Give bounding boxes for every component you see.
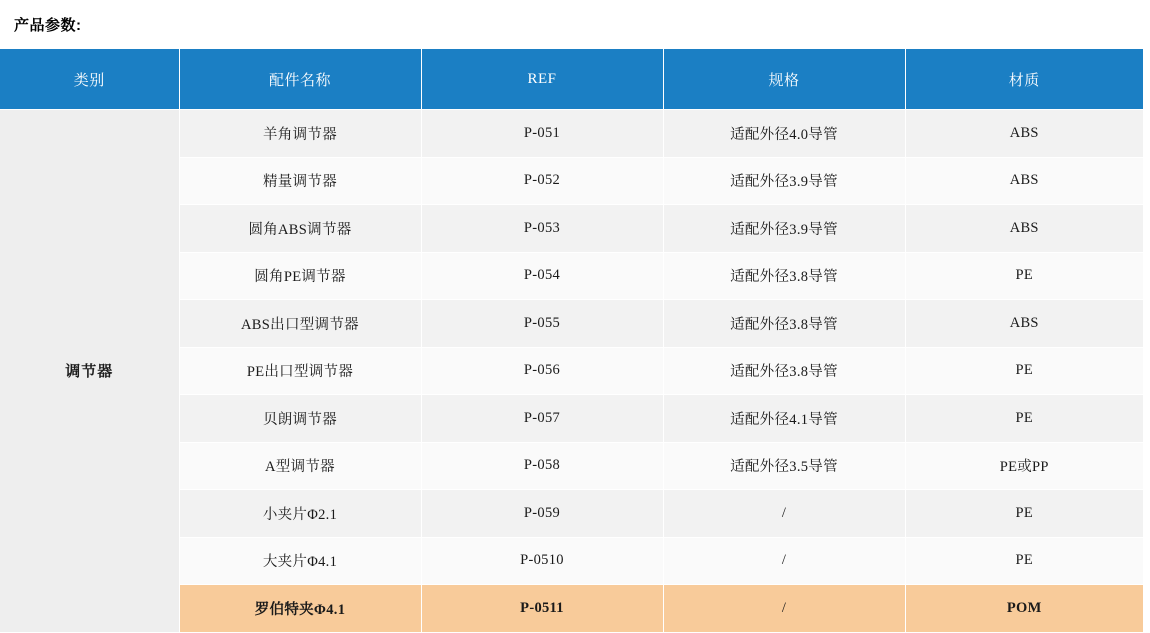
column-header-spec: 规格 bbox=[663, 49, 905, 110]
cell-spec: 适配外径3.8导管 bbox=[663, 300, 905, 348]
cell-material: PE bbox=[905, 347, 1143, 395]
category-cell: 调节器 bbox=[0, 110, 179, 633]
cell-spec: 适配外径3.8导管 bbox=[663, 347, 905, 395]
cell-part-name: 贝朗调节器 bbox=[179, 395, 421, 443]
cell-material: ABS bbox=[905, 300, 1143, 348]
table-body bbox=[0, 110, 1143, 633]
cell-part-name: PE出口型调节器 bbox=[179, 347, 421, 395]
cell-material: PE bbox=[905, 490, 1143, 538]
cell-spec: 适配外径4.1导管 bbox=[663, 395, 905, 443]
cell-ref: P-0510 bbox=[421, 537, 663, 585]
cell-part-name: 大夹片Φ4.1 bbox=[179, 537, 421, 585]
cell-ref: P-056 bbox=[421, 347, 663, 395]
cell-spec: / bbox=[663, 585, 905, 633]
cell-material: PE bbox=[905, 252, 1143, 300]
cell-material: ABS bbox=[905, 110, 1143, 158]
cell-part-name: 精量调节器 bbox=[179, 157, 421, 205]
cell-part-name: 罗伯特夹Φ4.1 bbox=[179, 585, 421, 633]
table-header-row bbox=[0, 49, 1143, 110]
product-parameters-table bbox=[0, 48, 1143, 633]
cell-ref: P-059 bbox=[421, 490, 663, 538]
cell-material: PE bbox=[905, 395, 1143, 443]
cell-ref: P-054 bbox=[421, 252, 663, 300]
cell-spec: / bbox=[663, 490, 905, 538]
cell-spec: / bbox=[663, 537, 905, 585]
cell-spec: 适配外径3.8导管 bbox=[663, 252, 905, 300]
cell-material: PE bbox=[905, 537, 1143, 585]
cell-part-name: ABS出口型调节器 bbox=[179, 300, 421, 348]
table-header bbox=[0, 49, 1143, 110]
cell-spec: 适配外径4.0导管 bbox=[663, 110, 905, 158]
cell-material: POM bbox=[905, 585, 1143, 633]
cell-ref: P-051 bbox=[421, 110, 663, 158]
cell-material: ABS bbox=[905, 157, 1143, 205]
column-header-ref: REF bbox=[421, 49, 663, 110]
cell-spec: 适配外径3.9导管 bbox=[663, 205, 905, 253]
cell-ref: P-0511 bbox=[421, 585, 663, 633]
cell-ref: P-055 bbox=[421, 300, 663, 348]
cell-ref: P-053 bbox=[421, 205, 663, 253]
cell-material: ABS bbox=[905, 205, 1143, 253]
cell-ref: P-057 bbox=[421, 395, 663, 443]
cell-part-name: 圆角ABS调节器 bbox=[179, 205, 421, 253]
cell-part-name: 圆角PE调节器 bbox=[179, 252, 421, 300]
page-title: 产品参数: bbox=[14, 17, 82, 34]
cell-part-name: A型调节器 bbox=[179, 442, 421, 490]
cell-ref: P-058 bbox=[421, 442, 663, 490]
table-row bbox=[0, 110, 1143, 158]
column-header-category: 类别 bbox=[0, 49, 179, 110]
cell-spec: 适配外径3.9导管 bbox=[663, 157, 905, 205]
cell-part-name: 小夹片Φ2.1 bbox=[179, 490, 421, 538]
column-header-material: 材质 bbox=[905, 49, 1143, 110]
cell-material: PE或PP bbox=[905, 442, 1143, 490]
cell-spec: 适配外径3.5导管 bbox=[663, 442, 905, 490]
cell-ref: P-052 bbox=[421, 157, 663, 205]
column-header-part-name: 配件名称 bbox=[179, 49, 421, 110]
cell-part-name: 羊角调节器 bbox=[179, 110, 421, 158]
